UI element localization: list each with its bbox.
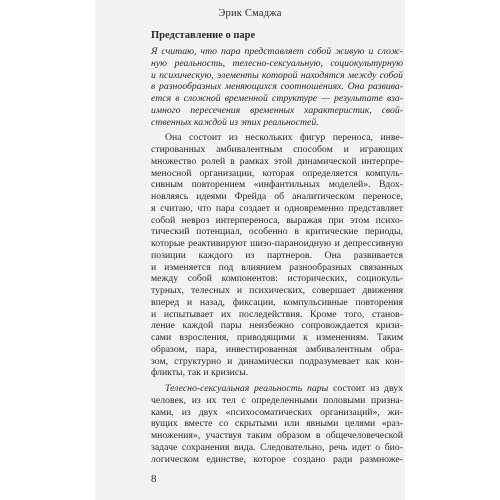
section-title: Представление о паре — [151, 30, 256, 41]
lead-rest: состоит из двух — [328, 383, 403, 394]
text-line: сивным повторением «инфантильных моделей». Вдох- — [151, 179, 403, 191]
text-line: ление каждой пары неизбежно сопровождается кризи- — [151, 320, 403, 332]
book-page — [95, 0, 405, 500]
text-line: позиции каждого из партнеров. Она развивается — [151, 249, 403, 261]
text-line: имного пересечения временных характеристик, свой- — [151, 104, 403, 116]
text-line: зом, структурно и динамически подразумевает как кон- — [151, 355, 403, 367]
text-line: меносной организации, которая определяется компуль- — [151, 167, 403, 179]
text-line-lead — [151, 383, 403, 395]
lead-italic-phrase: Телесно-сексуальная реальность пары — [165, 383, 329, 394]
text-line: фликты, так и кризисы. — [151, 367, 249, 379]
text-line: Я считаю, что пара представляет собой живую и слож- — [151, 46, 403, 57]
text-line: и испытывает их последействия. Кроме того, станов- — [151, 308, 403, 320]
body-text — [151, 46, 403, 465]
text-line: стированных амбивалентным способом и играющих — [151, 144, 403, 155]
text-line: турных, телесных и психических, совершает движения — [151, 285, 403, 296]
text-line: и изменяется под влиянием разнообразных связанных — [151, 261, 403, 273]
text-line: Она состоит из нескольких фигур переноса, инве- — [165, 132, 403, 144]
text-line: тический потенциал, особенно в критические периоды, — [151, 226, 403, 238]
text-line: новляясь идеями Фрейда об аналитическом переносе, — [151, 191, 403, 202]
text-line: которые реактивируют шизо-параноидную и депрессивную — [151, 238, 403, 249]
text-line: задаче сохранения вида. Следовательно, речь идет о био- — [151, 441, 403, 453]
text-line: ется в сложной временной структуре — результате вза- — [151, 93, 403, 104]
text-line: множения», участвуя таким образом в общечеловеческой — [151, 430, 403, 441]
text-line: множество ролей в рамках этой динамической интерпре- — [151, 155, 403, 167]
text-line: и психическую, элементы которой находятся между собой — [151, 69, 403, 81]
text-line: я считаю, что пара создает и одновременно представляет — [151, 202, 403, 214]
text-line: в разнообразных меняющихся соотношениях. Она развива- — [151, 81, 403, 93]
page-number: 8 — [151, 473, 157, 485]
text-line: между собой компонентов: исторических, социокуль- — [151, 273, 403, 285]
running-header: Эрик Смаджа — [218, 8, 282, 19]
text-line: ками, из двух «психосоматических организаций», жи- — [151, 406, 403, 418]
text-line: образом, пара, инвестированная амбивалентным обра- — [151, 343, 403, 355]
text-line: человек, из их тел с определенными половыми призна- — [151, 394, 403, 406]
text-line: ную реальность, телесно-сексуальную, социокультурную — [151, 57, 403, 69]
text-line: собой невроз интерпереноса, выражая при этом психо- — [151, 214, 403, 226]
text-line: логическом единстве, которое создано ради размноже- — [151, 453, 403, 465]
text-line: вущих вместе со скрытыми или явными целями «раз- — [151, 418, 403, 430]
text-line: ственных каждой из этих реальностей. — [151, 116, 319, 128]
text-line: вперед и назад, фиксации, компульсивные повторения — [151, 296, 403, 308]
text-line: сами взросления, приводящими к изменениям. Таким — [151, 332, 403, 343]
